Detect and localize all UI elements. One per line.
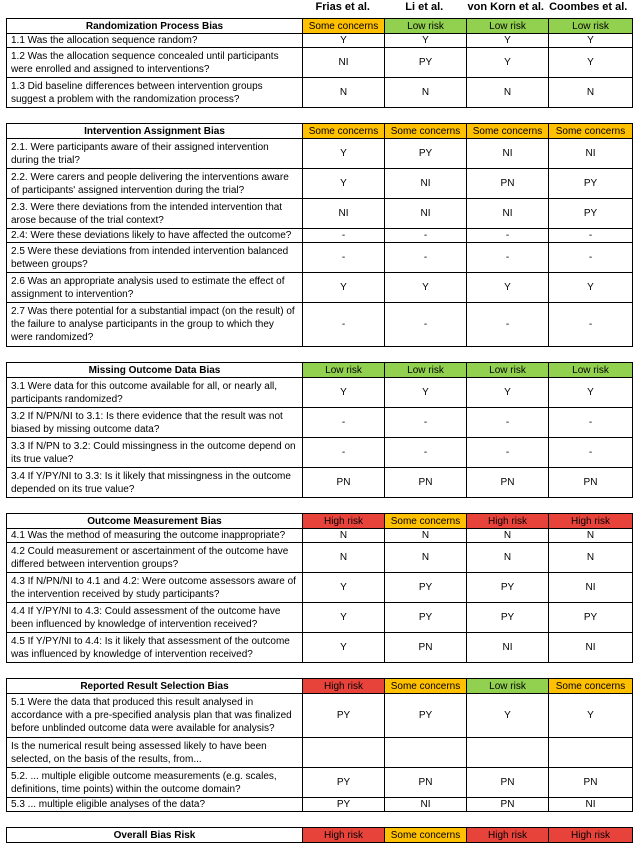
domain-table bbox=[6, 678, 633, 812]
study-name: von Korn et al. bbox=[467, 1, 544, 13]
answer-cell: N bbox=[467, 78, 549, 108]
answer-cell: Y bbox=[303, 573, 385, 603]
domain-judgment: Some concerns bbox=[303, 124, 385, 139]
answer-cell: Y bbox=[467, 273, 549, 303]
domain-title: Missing Outcome Data Bias bbox=[7, 363, 303, 378]
answer-cell: Y bbox=[549, 273, 633, 303]
domain-tables bbox=[0, 15, 634, 843]
domain-judgment: Low risk bbox=[549, 363, 633, 378]
answer-cell: Y bbox=[385, 273, 467, 303]
question-text: 5.1 Were the data that produced this result analysed in accordance with a pre-specified analysis plan that was finalized before unblinded outcome data were available for analysis? bbox=[7, 694, 303, 738]
question-text: 4.2 Could measurement or ascertainment of the outcome have differed between intervention groups? bbox=[7, 543, 303, 573]
overall-row bbox=[7, 828, 633, 843]
domain-header-row bbox=[7, 679, 633, 694]
answer-cell: Y bbox=[385, 34, 467, 48]
domain-table bbox=[6, 362, 633, 498]
study-name: Frias et al. bbox=[315, 1, 370, 13]
overall-judgment: High risk bbox=[467, 828, 549, 843]
answer-cell: PN bbox=[303, 468, 385, 498]
answer-cell: N bbox=[385, 529, 467, 543]
question-row bbox=[7, 529, 633, 543]
answer-cell: PY bbox=[549, 199, 633, 229]
answer-cell: N bbox=[385, 78, 467, 108]
study-header-row bbox=[302, 0, 630, 15]
answer-cell: - bbox=[467, 243, 549, 273]
answer-cell: Y bbox=[549, 34, 633, 48]
answer-cell: N bbox=[467, 529, 549, 543]
answer-cell: PN bbox=[385, 468, 467, 498]
answer-cell: Y bbox=[467, 34, 549, 48]
question-text: 4.1 Was the method of measuring the outcome inappropriate? bbox=[7, 529, 303, 543]
answer-cell: NI bbox=[467, 633, 549, 663]
domain-judgment: Low risk bbox=[385, 363, 467, 378]
answer-cell bbox=[467, 738, 549, 768]
domain-header-row bbox=[7, 514, 633, 529]
answer-cell: PN bbox=[467, 468, 549, 498]
domain-title: Outcome Measurement Bias bbox=[7, 514, 303, 529]
domain-judgment: High risk bbox=[303, 514, 385, 529]
answer-cell: PY bbox=[549, 603, 633, 633]
answer-cell: - bbox=[467, 303, 549, 347]
domain-judgment: Some concerns bbox=[385, 514, 467, 529]
answer-cell: N bbox=[549, 529, 633, 543]
answer-cell: - bbox=[303, 229, 385, 243]
domain-title: Reported Result Selection Bias bbox=[7, 679, 303, 694]
answer-cell: Y bbox=[303, 273, 385, 303]
question-row bbox=[7, 273, 633, 303]
domain-header-row bbox=[7, 19, 633, 34]
domain-judgment: Some concerns bbox=[385, 679, 467, 694]
answer-cell: PY bbox=[549, 169, 633, 199]
answer-cell: PY bbox=[467, 573, 549, 603]
domain-header-row bbox=[7, 124, 633, 139]
answer-cell: NI bbox=[385, 199, 467, 229]
question-row bbox=[7, 633, 633, 663]
answer-cell bbox=[549, 738, 633, 768]
question-row bbox=[7, 768, 633, 798]
answer-cell: Y bbox=[303, 378, 385, 408]
question-text: 2.1. Were participants aware of their assigned intervention during the trial? bbox=[7, 139, 303, 169]
question-row bbox=[7, 438, 633, 468]
answer-cell: PY bbox=[303, 798, 385, 812]
answer-cell: PY bbox=[467, 603, 549, 633]
answer-cell: PN bbox=[467, 798, 549, 812]
domain-judgment: Some concerns bbox=[467, 124, 549, 139]
answer-cell: - bbox=[303, 438, 385, 468]
question-text: 5.2. ... multiple eligible outcome measurements (e.g. scales, definitions, time points) within the outcome domain? bbox=[7, 768, 303, 798]
answer-cell: NI bbox=[549, 798, 633, 812]
answer-cell: N bbox=[385, 543, 467, 573]
answer-cell: Y bbox=[467, 378, 549, 408]
overall-judgment: Some concerns bbox=[385, 828, 467, 843]
domain-judgment: Some concerns bbox=[385, 124, 467, 139]
answer-cell: PN bbox=[549, 468, 633, 498]
answer-cell: N bbox=[549, 543, 633, 573]
question-text: 4.5 If Y/PY/NI to 4.4: Is it likely that assessment of the outcome was influenced by knowledge of intervention received? bbox=[7, 633, 303, 663]
question-text: 3.2 If N/PN/NI to 3.1: Is there evidence that the result was not biased by missing outcome data? bbox=[7, 408, 303, 438]
answer-cell: PN bbox=[467, 768, 549, 798]
answer-cell: PY bbox=[385, 48, 467, 78]
question-row bbox=[7, 48, 633, 78]
question-row bbox=[7, 199, 633, 229]
answer-cell bbox=[385, 738, 467, 768]
answer-cell: - bbox=[385, 229, 467, 243]
question-text: 4.4 If Y/PY/NI to 4.3: Could assessment of the outcome have been influenced by knowledge of intervention received? bbox=[7, 603, 303, 633]
question-text: 5.3 ... multiple eligible analyses of the data? bbox=[7, 798, 303, 812]
answer-cell: NI bbox=[549, 573, 633, 603]
answer-cell: PY bbox=[385, 603, 467, 633]
answer-cell: - bbox=[303, 243, 385, 273]
answer-cell: N bbox=[467, 543, 549, 573]
answer-cell: - bbox=[467, 229, 549, 243]
answer-cell: NI bbox=[549, 633, 633, 663]
question-row bbox=[7, 169, 633, 199]
answer-cell: N bbox=[303, 78, 385, 108]
answer-cell: Y bbox=[303, 603, 385, 633]
answer-cell: Y bbox=[303, 139, 385, 169]
answer-cell: NI bbox=[467, 199, 549, 229]
question-row bbox=[7, 603, 633, 633]
question-text: 2.7 Was there potential for a substantial impact (on the result) of the failure to analyse participants in the group to which they were randomized? bbox=[7, 303, 303, 347]
answer-cell: Y bbox=[385, 378, 467, 408]
question-text: 2.2. Were carers and people delivering the interventions aware of participants' assigned intervention during the trial? bbox=[7, 169, 303, 199]
question-row bbox=[7, 573, 633, 603]
question-text: 3.1 Were data for this outcome available for all, or nearly all, participants randomized? bbox=[7, 378, 303, 408]
question-text: Is the numerical result being assessed likely to have been selected, on the basis of the results, from... bbox=[7, 738, 303, 768]
overall-judgment: High risk bbox=[549, 828, 633, 843]
question-row bbox=[7, 378, 633, 408]
study-name: Coombes et al. bbox=[549, 1, 628, 13]
question-row bbox=[7, 798, 633, 812]
question-row bbox=[7, 78, 633, 108]
answer-cell: - bbox=[467, 438, 549, 468]
answer-cell: NI bbox=[467, 139, 549, 169]
question-row bbox=[7, 543, 633, 573]
answer-cell: - bbox=[467, 408, 549, 438]
answer-cell: Y bbox=[303, 169, 385, 199]
answer-cell: PN bbox=[549, 768, 633, 798]
question-text: 3.3 If N/PN to 3.2: Could missingness in the outcome depend on its true value? bbox=[7, 438, 303, 468]
question-row bbox=[7, 303, 633, 347]
domain-judgment: Some concerns bbox=[549, 679, 633, 694]
answer-cell: - bbox=[549, 303, 633, 347]
question-text: 2.6 Was an appropriate analysis used to estimate the effect of assignment to intervention? bbox=[7, 273, 303, 303]
answer-cell: NI bbox=[549, 139, 633, 169]
question-text: 2.3. Were there deviations from the intended intervention that arose because of the trial context? bbox=[7, 199, 303, 229]
domain-judgment: Some concerns bbox=[303, 19, 385, 34]
domain-judgment: Low risk bbox=[303, 363, 385, 378]
answer-cell: - bbox=[549, 438, 633, 468]
domain-judgment: Low risk bbox=[467, 679, 549, 694]
question-row bbox=[7, 738, 633, 768]
domain-header-row bbox=[7, 363, 633, 378]
answer-cell: Y bbox=[467, 48, 549, 78]
question-row bbox=[7, 694, 633, 738]
domain-judgment: Low risk bbox=[467, 363, 549, 378]
question-row bbox=[7, 468, 633, 498]
answer-cell: - bbox=[385, 303, 467, 347]
domain-judgment: Low risk bbox=[549, 19, 633, 34]
answer-cell: NI bbox=[385, 798, 467, 812]
answer-cell: Y bbox=[549, 48, 633, 78]
answer-cell: PY bbox=[303, 694, 385, 738]
answer-cell: NI bbox=[303, 48, 385, 78]
domain-judgment: Low risk bbox=[385, 19, 467, 34]
answer-cell: - bbox=[385, 408, 467, 438]
overall-title: Overall Bias Risk bbox=[7, 828, 303, 843]
question-text: 2.4: Were these deviations likely to have affected the outcome? bbox=[7, 229, 303, 243]
answer-cell: PN bbox=[385, 768, 467, 798]
answer-cell: - bbox=[385, 243, 467, 273]
answer-cell bbox=[303, 738, 385, 768]
answer-cell: Y bbox=[549, 694, 633, 738]
question-text: 1.1 Was the allocation sequence random? bbox=[7, 34, 303, 48]
answer-cell: PY bbox=[385, 573, 467, 603]
answer-cell: NI bbox=[385, 169, 467, 199]
overall-judgment: High risk bbox=[303, 828, 385, 843]
answer-cell: Y bbox=[549, 378, 633, 408]
question-text: 4.3 If N/PN/NI to 4.1 and 4.2: Were outcome assessors aware of the intervention received by study participants? bbox=[7, 573, 303, 603]
question-row bbox=[7, 139, 633, 169]
answer-cell: - bbox=[549, 229, 633, 243]
answer-cell: - bbox=[549, 408, 633, 438]
answer-cell: PN bbox=[385, 633, 467, 663]
question-row bbox=[7, 34, 633, 48]
answer-cell: N bbox=[303, 529, 385, 543]
answer-cell: - bbox=[549, 243, 633, 273]
domain-judgment: Low risk bbox=[467, 19, 549, 34]
answer-cell: PN bbox=[467, 169, 549, 199]
domain-table bbox=[6, 18, 633, 108]
question-row bbox=[7, 243, 633, 273]
question-text: 1.3 Did baseline differences between intervention groups suggest a problem with the randomization process? bbox=[7, 78, 303, 108]
answer-cell: - bbox=[303, 303, 385, 347]
domain-judgment: Some concerns bbox=[549, 124, 633, 139]
domain-table bbox=[6, 513, 633, 663]
domain-judgment: High risk bbox=[549, 514, 633, 529]
domain-title: Randomization Process Bias bbox=[7, 19, 303, 34]
question-text: 2.5 Were these deviations from intended intervention balanced between groups? bbox=[7, 243, 303, 273]
domain-title: Intervention Assignment Bias bbox=[7, 124, 303, 139]
answer-cell: PY bbox=[385, 694, 467, 738]
answer-cell: Y bbox=[303, 633, 385, 663]
answer-cell: PY bbox=[303, 768, 385, 798]
answer-cell: Y bbox=[467, 694, 549, 738]
domain-table bbox=[6, 123, 633, 347]
study-name: Li et al. bbox=[405, 1, 444, 13]
answer-cell: Y bbox=[303, 34, 385, 48]
answer-cell: N bbox=[549, 78, 633, 108]
question-row bbox=[7, 229, 633, 243]
answer-cell: - bbox=[303, 408, 385, 438]
answer-cell: NI bbox=[303, 199, 385, 229]
question-row bbox=[7, 408, 633, 438]
domain-judgment: High risk bbox=[303, 679, 385, 694]
question-text: 1.2 Was the allocation sequence concealed until participants were enrolled and assigned to interventions? bbox=[7, 48, 303, 78]
overall-table bbox=[6, 827, 633, 843]
answer-cell: N bbox=[303, 543, 385, 573]
question-text: 3.4 If Y/PY/NI to 3.3: Is it likely that missingness in the outcome depended on its true value? bbox=[7, 468, 303, 498]
answer-cell: PY bbox=[385, 139, 467, 169]
answer-cell: - bbox=[385, 438, 467, 468]
domain-judgment: High risk bbox=[467, 514, 549, 529]
